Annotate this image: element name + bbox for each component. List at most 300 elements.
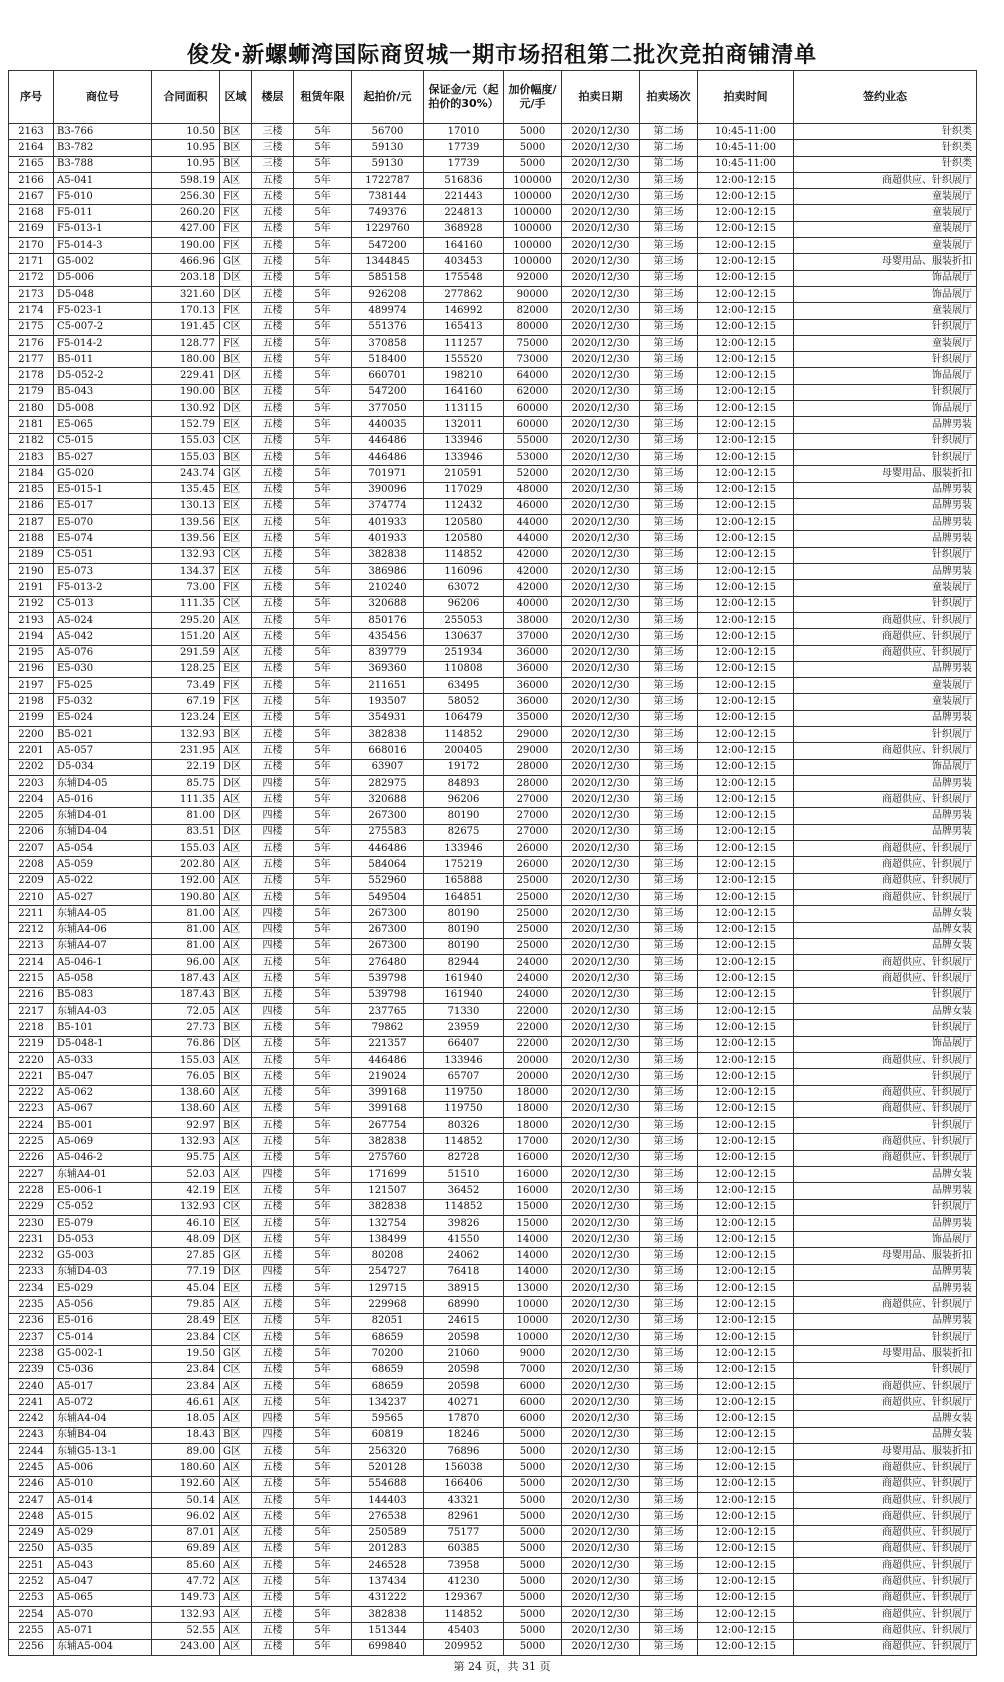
zone-cell: A区 <box>220 1085 252 1101</box>
auction-time-cell: 12:00-12:15 <box>698 1101 794 1117</box>
business-type-cell: 童装展厅 <box>794 238 977 254</box>
auction-time-cell: 12:00-12:15 <box>698 938 794 954</box>
business-type-cell: 商超供应、针织展厅 <box>794 172 977 188</box>
lease-term-cell: 5年 <box>294 1362 352 1378</box>
row-number-cell: 2195 <box>9 645 54 661</box>
shop-code-cell: 东辅B4-04 <box>54 1427 152 1443</box>
deposit-cell: 112432 <box>424 498 504 514</box>
starting-price-cell: 738144 <box>352 189 424 205</box>
deposit-cell: 209952 <box>424 1639 504 1655</box>
row-number-cell: 2204 <box>9 792 54 808</box>
business-type-cell: 商超供应、针织展厅 <box>794 1590 977 1606</box>
zone-cell: B区 <box>220 1069 252 1085</box>
deposit-cell: 38915 <box>424 1281 504 1297</box>
deposit-cell: 17739 <box>424 156 504 172</box>
zone-cell: B区 <box>220 352 252 368</box>
business-type-cell: 品牌女装 <box>794 1004 977 1020</box>
business-type-cell: 童装展厅 <box>794 303 977 319</box>
table-row <box>9 1346 977 1362</box>
auction-date-cell: 2020/12/30 <box>562 124 640 140</box>
lease-term-cell: 5年 <box>294 1460 352 1476</box>
business-type-cell: 母婴用品、服装折扣 <box>794 1444 977 1460</box>
auction-time-cell: 12:00-12:15 <box>698 873 794 889</box>
starting-price-cell: 539798 <box>352 971 424 987</box>
zone-cell: C区 <box>220 547 252 563</box>
shop-code-cell: B5-101 <box>54 1020 152 1036</box>
row-number-cell: 2227 <box>9 1167 54 1183</box>
deposit-cell: 76418 <box>424 1264 504 1280</box>
auction-date-cell: 2020/12/30 <box>562 1052 640 1068</box>
table-row <box>9 335 977 351</box>
bid-increment-cell: 60000 <box>504 417 562 433</box>
bid-increment-cell: 64000 <box>504 368 562 384</box>
shop-code-cell: C5-052 <box>54 1199 152 1215</box>
shop-code-cell: G5-003 <box>54 1248 152 1264</box>
bid-increment-cell: 5000 <box>504 1525 562 1541</box>
auction-date-cell: 2020/12/30 <box>562 645 640 661</box>
auction-time-cell: 12:00-12:15 <box>698 612 794 628</box>
auction-time-cell: 12:00-12:15 <box>698 775 794 791</box>
contract-area-cell: 45.04 <box>152 1281 220 1297</box>
zone-cell: E区 <box>220 661 252 677</box>
bid-increment-cell: 22000 <box>504 1004 562 1020</box>
contract-area-cell: 19.50 <box>152 1346 220 1362</box>
shop-code-cell: B5-083 <box>54 987 152 1003</box>
auction-date-cell: 2020/12/30 <box>562 498 640 514</box>
zone-cell: E区 <box>220 1183 252 1199</box>
bid-increment-cell: 7000 <box>504 1362 562 1378</box>
deposit-cell: 200405 <box>424 743 504 759</box>
deposit-cell: 146992 <box>424 303 504 319</box>
starting-price-cell: 275583 <box>352 824 424 840</box>
auction-session-cell: 第三场 <box>640 547 698 563</box>
business-type-cell: 商超供应、针织展厅 <box>794 971 977 987</box>
deposit-cell: 166406 <box>424 1476 504 1492</box>
auction-time-cell: 12:00-12:15 <box>698 319 794 335</box>
floor-cell: 五楼 <box>252 1020 294 1036</box>
table-row <box>9 1411 977 1427</box>
deposit-cell: 41550 <box>424 1232 504 1248</box>
starting-price-cell: 552960 <box>352 873 424 889</box>
business-type-cell: 商超供应、针织展厅 <box>794 1541 977 1557</box>
floor-cell: 五楼 <box>252 1541 294 1557</box>
contract-area-cell: 598.19 <box>152 172 220 188</box>
auction-session-cell: 第三场 <box>640 433 698 449</box>
shop-code-cell: D5-034 <box>54 759 152 775</box>
auction-session-cell: 第三场 <box>640 1346 698 1362</box>
zone-cell: A区 <box>220 1476 252 1492</box>
shop-code-cell: E5-017 <box>54 498 152 514</box>
starting-price-cell: 267754 <box>352 1118 424 1134</box>
starting-price-cell: 539798 <box>352 987 424 1003</box>
floor-cell: 四楼 <box>252 1004 294 1020</box>
row-number-cell: 2172 <box>9 270 54 286</box>
lease-term-cell: 5年 <box>294 205 352 221</box>
floor-cell: 五楼 <box>252 726 294 742</box>
row-number-cell: 2244 <box>9 1444 54 1460</box>
lease-term-cell: 5年 <box>294 1020 352 1036</box>
lease-term-cell: 5年 <box>294 417 352 433</box>
auction-time-cell: 12:00-12:15 <box>698 1036 794 1052</box>
business-type-cell: 童装展厅 <box>794 694 977 710</box>
floor-cell: 五楼 <box>252 792 294 808</box>
auction-date-cell: 2020/12/30 <box>562 189 640 205</box>
auction-session-cell: 第二场 <box>640 156 698 172</box>
contract-area-cell: 128.77 <box>152 335 220 351</box>
bid-increment-cell: 27000 <box>504 824 562 840</box>
row-number-cell: 2169 <box>9 221 54 237</box>
table-row <box>9 482 977 498</box>
auction-date-cell: 2020/12/30 <box>562 1378 640 1394</box>
auction-time-cell: 12:00-12:15 <box>698 1215 794 1231</box>
contract-area-cell: 170.13 <box>152 303 220 319</box>
floor-cell: 五楼 <box>252 172 294 188</box>
contract-area-cell: 231.95 <box>152 743 220 759</box>
floor-cell: 五楼 <box>252 547 294 563</box>
lease-term-cell: 5年 <box>294 1444 352 1460</box>
zone-cell: F区 <box>220 205 252 221</box>
contract-area-cell: 73.00 <box>152 580 220 596</box>
auction-session-cell: 第三场 <box>640 841 698 857</box>
deposit-cell: 161940 <box>424 987 504 1003</box>
starting-price-cell: 68659 <box>352 1362 424 1378</box>
business-type-cell: 商超供应、针织展厅 <box>794 645 977 661</box>
auction-time-cell: 12:00-12:15 <box>698 1346 794 1362</box>
lease-term-cell: 5年 <box>294 629 352 645</box>
deposit-cell: 82944 <box>424 955 504 971</box>
contract-area-cell: 132.93 <box>152 547 220 563</box>
contract-area-cell: 260.20 <box>152 205 220 221</box>
bid-increment-cell: 24000 <box>504 971 562 987</box>
zone-cell: G区 <box>220 1444 252 1460</box>
auction-time-cell: 12:00-12:15 <box>698 498 794 514</box>
starting-price-cell: 386986 <box>352 564 424 580</box>
table-body <box>9 124 977 1656</box>
bid-increment-cell: 42000 <box>504 580 562 596</box>
floor-cell: 五楼 <box>252 1444 294 1460</box>
auction-date-cell: 2020/12/30 <box>562 987 640 1003</box>
shop-code-cell: A5-062 <box>54 1085 152 1101</box>
auction-time-cell: 12:00-12:15 <box>698 401 794 417</box>
deposit-cell: 73958 <box>424 1558 504 1574</box>
table-row <box>9 792 977 808</box>
deposit-cell: 80190 <box>424 808 504 824</box>
auction-date-cell: 2020/12/30 <box>562 710 640 726</box>
zone-cell: A区 <box>220 1590 252 1606</box>
auction-session-cell: 第三场 <box>640 1199 698 1215</box>
auction-date-cell: 2020/12/30 <box>562 1232 640 1248</box>
zone-cell: B区 <box>220 1020 252 1036</box>
contract-area-cell: 256.30 <box>152 189 220 205</box>
lease-term-cell: 5年 <box>294 1346 352 1362</box>
contract-area-cell: 48.09 <box>152 1232 220 1248</box>
lease-term-cell: 5年 <box>294 808 352 824</box>
table-row <box>9 1167 977 1183</box>
bid-increment-cell: 10000 <box>504 1329 562 1345</box>
header-cell: 序号 <box>9 71 54 124</box>
auction-time-cell: 12:00-12:15 <box>698 466 794 482</box>
deposit-cell: 20598 <box>424 1329 504 1345</box>
zone-cell: A区 <box>220 1052 252 1068</box>
shop-code-cell: A5-016 <box>54 792 152 808</box>
contract-area-cell: 96.02 <box>152 1509 220 1525</box>
auction-date-cell: 2020/12/30 <box>562 466 640 482</box>
auction-session-cell: 第三场 <box>640 384 698 400</box>
business-type-cell: 品牌女装 <box>794 938 977 954</box>
table-row <box>9 694 977 710</box>
business-type-cell: 针织展厅 <box>794 433 977 449</box>
starting-price-cell: 377050 <box>352 401 424 417</box>
auction-session-cell: 第二场 <box>640 140 698 156</box>
page-footer: 第 24 页，共 31 页 <box>453 1660 551 1673</box>
auction-session-cell: 第三场 <box>640 971 698 987</box>
auction-session-cell: 第三场 <box>640 466 698 482</box>
zone-cell: A区 <box>220 1167 252 1183</box>
row-number-cell: 2193 <box>9 612 54 628</box>
floor-cell: 五楼 <box>252 1395 294 1411</box>
business-type-cell: 商超供应、针织展厅 <box>794 1085 977 1101</box>
lease-term-cell: 5年 <box>294 1118 352 1134</box>
row-number-cell: 2184 <box>9 466 54 482</box>
business-type-cell: 针织展厅 <box>794 384 977 400</box>
starting-price-cell: 390096 <box>352 482 424 498</box>
auction-date-cell: 2020/12/30 <box>562 1215 640 1231</box>
deposit-cell: 516836 <box>424 172 504 188</box>
business-type-cell: 商超供应、针织展厅 <box>794 612 977 628</box>
auction-time-cell: 10:45-11:00 <box>698 124 794 140</box>
business-type-cell: 商超供应、针织展厅 <box>794 1492 977 1508</box>
contract-area-cell: 18.05 <box>152 1411 220 1427</box>
auction-session-cell: 第三场 <box>640 1134 698 1150</box>
auction-session-cell: 第三场 <box>640 710 698 726</box>
shop-code-cell: F5-013-2 <box>54 580 152 596</box>
auction-time-cell: 12:00-12:15 <box>698 1541 794 1557</box>
bid-increment-cell: 60000 <box>504 401 562 417</box>
auction-session-cell: 第三场 <box>640 857 698 873</box>
starting-price-cell: 399168 <box>352 1085 424 1101</box>
zone-cell: A区 <box>220 1574 252 1590</box>
bid-increment-cell: 17000 <box>504 1134 562 1150</box>
zone-cell: D区 <box>220 808 252 824</box>
shop-code-cell: G5-020 <box>54 466 152 482</box>
lease-term-cell: 5年 <box>294 1183 352 1199</box>
contract-area-cell: 28.49 <box>152 1313 220 1329</box>
table-row <box>9 1639 977 1655</box>
shop-code-cell: A5-071 <box>54 1623 152 1639</box>
floor-cell: 五楼 <box>252 580 294 596</box>
lease-term-cell: 5年 <box>294 1313 352 1329</box>
row-number-cell: 2248 <box>9 1509 54 1525</box>
row-number-cell: 2197 <box>9 678 54 694</box>
floor-cell: 三楼 <box>252 140 294 156</box>
floor-cell: 五楼 <box>252 612 294 628</box>
auction-date-cell: 2020/12/30 <box>562 1541 640 1557</box>
auction-session-cell: 第三场 <box>640 1541 698 1557</box>
header-cell: 合同面积 <box>152 71 220 124</box>
lease-term-cell: 5年 <box>294 335 352 351</box>
bid-increment-cell: 40000 <box>504 596 562 612</box>
bid-increment-cell: 18000 <box>504 1118 562 1134</box>
bid-increment-cell: 100000 <box>504 254 562 270</box>
contract-area-cell: 96.00 <box>152 955 220 971</box>
row-number-cell: 2186 <box>9 498 54 514</box>
business-type-cell: 针织展厅 <box>794 1069 977 1085</box>
contract-area-cell: 46.61 <box>152 1395 220 1411</box>
auction-session-cell: 第三场 <box>640 1313 698 1329</box>
zone-cell: A区 <box>220 172 252 188</box>
floor-cell: 五楼 <box>252 466 294 482</box>
deposit-cell: 164160 <box>424 238 504 254</box>
lease-term-cell: 5年 <box>294 1150 352 1166</box>
table-row <box>9 1199 977 1215</box>
zone-cell: A区 <box>220 1378 252 1394</box>
auction-time-cell: 12:00-12:15 <box>698 1052 794 1068</box>
table-row <box>9 1118 977 1134</box>
business-type-cell: 品牌男装 <box>794 710 977 726</box>
zone-cell: A区 <box>220 645 252 661</box>
auction-session-cell: 第三场 <box>640 873 698 889</box>
row-number-cell: 2173 <box>9 286 54 302</box>
row-number-cell: 2203 <box>9 775 54 791</box>
table-row <box>9 1313 977 1329</box>
bid-increment-cell: 36000 <box>504 694 562 710</box>
business-type-cell: 商超供应、针织展厅 <box>794 792 977 808</box>
deposit-cell: 165888 <box>424 873 504 889</box>
auction-time-cell: 12:00-12:15 <box>698 694 794 710</box>
row-number-cell: 2251 <box>9 1558 54 1574</box>
row-number-cell: 2246 <box>9 1476 54 1492</box>
floor-cell: 五楼 <box>252 1036 294 1052</box>
starting-price-cell: 1229760 <box>352 221 424 237</box>
lease-term-cell: 5年 <box>294 857 352 873</box>
shop-code-cell: 东辅D4-03 <box>54 1264 152 1280</box>
deposit-cell: 114852 <box>424 547 504 563</box>
floor-cell: 五楼 <box>252 1215 294 1231</box>
floor-cell: 五楼 <box>252 1509 294 1525</box>
row-number-cell: 2241 <box>9 1395 54 1411</box>
business-type-cell: 品牌男装 <box>794 808 977 824</box>
auction-session-cell: 第三场 <box>640 1215 698 1231</box>
table-row <box>9 1215 977 1231</box>
starting-price-cell: 250589 <box>352 1525 424 1541</box>
auction-session-cell: 第三场 <box>640 824 698 840</box>
floor-cell: 五楼 <box>252 1150 294 1166</box>
contract-area-cell: 81.00 <box>152 938 220 954</box>
auction-date-cell: 2020/12/30 <box>562 1297 640 1313</box>
floor-cell: 五楼 <box>252 1297 294 1313</box>
table-row <box>9 938 977 954</box>
auction-session-cell: 第三场 <box>640 726 698 742</box>
starting-price-cell: 926208 <box>352 286 424 302</box>
deposit-cell: 132011 <box>424 417 504 433</box>
row-number-cell: 2233 <box>9 1264 54 1280</box>
auction-time-cell: 12:00-12:15 <box>698 922 794 938</box>
shop-code-cell: A5-024 <box>54 612 152 628</box>
auction-session-cell: 第三场 <box>640 189 698 205</box>
auction-time-cell: 12:00-12:15 <box>698 547 794 563</box>
auction-time-cell: 12:00-12:15 <box>698 792 794 808</box>
floor-cell: 五楼 <box>252 221 294 237</box>
floor-cell: 五楼 <box>252 482 294 498</box>
zone-cell: E区 <box>220 564 252 580</box>
floor-cell: 四楼 <box>252 775 294 791</box>
auction-time-cell: 12:00-12:15 <box>698 1150 794 1166</box>
zone-cell: B区 <box>220 726 252 742</box>
auction-time-cell: 12:00-12:15 <box>698 1574 794 1590</box>
auction-date-cell: 2020/12/30 <box>562 873 640 889</box>
contract-area-cell: 10.95 <box>152 140 220 156</box>
zone-cell: F区 <box>220 580 252 596</box>
floor-cell: 五楼 <box>252 286 294 302</box>
bid-increment-cell: 16000 <box>504 1167 562 1183</box>
auction-session-cell: 第三场 <box>640 1444 698 1460</box>
auction-time-cell: 12:00-12:15 <box>698 1297 794 1313</box>
deposit-cell: 80190 <box>424 938 504 954</box>
zone-cell: A区 <box>220 1134 252 1150</box>
auction-time-cell: 12:00-12:15 <box>698 726 794 742</box>
shop-code-cell: D5-048-1 <box>54 1036 152 1052</box>
bid-increment-cell: 100000 <box>504 189 562 205</box>
floor-cell: 五楼 <box>252 564 294 580</box>
table-row <box>9 1492 977 1508</box>
deposit-cell: 39826 <box>424 1215 504 1231</box>
deposit-cell: 114852 <box>424 1199 504 1215</box>
auction-session-cell: 第三场 <box>640 629 698 645</box>
bid-increment-cell: 37000 <box>504 629 562 645</box>
bid-increment-cell: 27000 <box>504 808 562 824</box>
auction-session-cell: 第三场 <box>640 1281 698 1297</box>
table-row <box>9 368 977 384</box>
auction-date-cell: 2020/12/30 <box>562 238 640 254</box>
deposit-cell: 66407 <box>424 1036 504 1052</box>
zone-cell: E区 <box>220 482 252 498</box>
auction-session-cell: 第三场 <box>640 1167 698 1183</box>
bid-increment-cell: 25000 <box>504 906 562 922</box>
auction-session-cell: 第三场 <box>640 319 698 335</box>
table-row <box>9 384 977 400</box>
zone-cell: F区 <box>220 303 252 319</box>
zone-cell: E区 <box>220 1313 252 1329</box>
auction-time-cell: 12:00-12:15 <box>698 286 794 302</box>
deposit-cell: 113115 <box>424 401 504 417</box>
table-row <box>9 1444 977 1460</box>
deposit-cell: 119750 <box>424 1085 504 1101</box>
deposit-cell: 117029 <box>424 482 504 498</box>
business-type-cell: 商超供应、针织展厅 <box>794 1101 977 1117</box>
shop-code-cell: D5-048 <box>54 286 152 302</box>
bid-increment-cell: 100000 <box>504 205 562 221</box>
deposit-cell: 18246 <box>424 1427 504 1443</box>
lease-term-cell: 5年 <box>294 661 352 677</box>
deposit-cell: 114852 <box>424 726 504 742</box>
auction-time-cell: 12:00-12:15 <box>698 1460 794 1476</box>
zone-cell: E区 <box>220 710 252 726</box>
deposit-cell: 17870 <box>424 1411 504 1427</box>
bid-increment-cell: 5000 <box>504 1623 562 1639</box>
auction-time-cell: 12:00-12:15 <box>698 1623 794 1639</box>
starting-price-cell: 237765 <box>352 1004 424 1020</box>
zone-cell: F区 <box>220 189 252 205</box>
shop-code-cell: A5-006 <box>54 1460 152 1476</box>
auction-session-cell: 第三场 <box>640 580 698 596</box>
deposit-cell: 165413 <box>424 319 504 335</box>
floor-cell: 五楼 <box>252 1183 294 1199</box>
auction-date-cell: 2020/12/30 <box>562 531 640 547</box>
auction-session-cell: 第三场 <box>640 1525 698 1541</box>
auction-time-cell: 12:00-12:15 <box>698 743 794 759</box>
starting-price-cell: 701971 <box>352 466 424 482</box>
table-row <box>9 238 977 254</box>
